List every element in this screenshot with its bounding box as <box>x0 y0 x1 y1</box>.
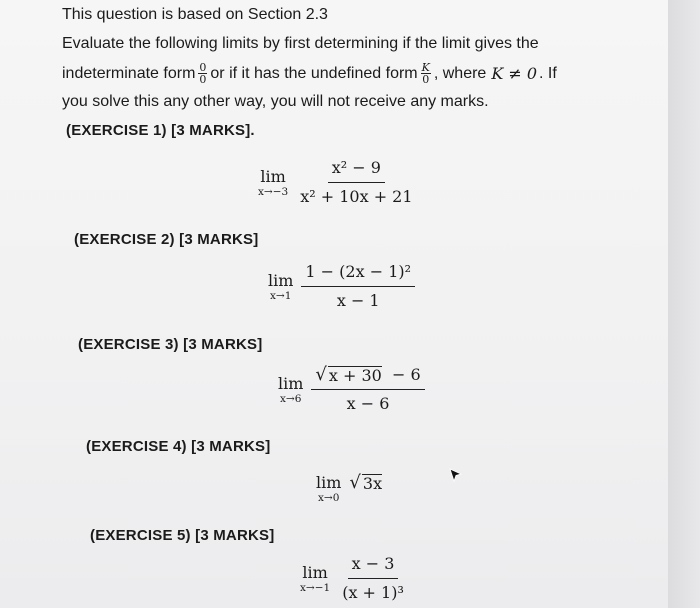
exercise-5-limit <box>300 554 408 603</box>
intro-line-1: This question is based on Section 2.3 <box>62 6 328 23</box>
denominator: (x + 1)³ <box>342 583 404 602</box>
numerator: x − 3 <box>348 554 399 579</box>
intro-line-4: you solve this any other way, you will not receive any marks. <box>62 93 489 110</box>
k-condition: K ≠ 0 <box>491 64 538 83</box>
square-root: √ 3x <box>349 471 383 493</box>
denominator: x − 6 <box>346 394 390 413</box>
exercise-5-label: (EXERCISE 5) [3 MARKS] <box>90 527 275 544</box>
exercise-4-limit <box>316 471 383 504</box>
intro-line-3-a: indeterminate form <box>62 64 196 82</box>
radical-icon: √ <box>315 364 327 385</box>
exercise-2-limit <box>268 262 415 311</box>
exercise-2-fraction <box>301 262 415 311</box>
k-over-zero-fraction: $\frac{K}{0}$ <box>421 61 430 86</box>
exercise-1-label: (EXERCISE 1) [3 MARKS]. <box>66 122 255 139</box>
intro-line-3-c: , where <box>433 64 487 82</box>
square-root: √ x + 30 <box>315 364 382 385</box>
intro-line-3-b: or if it has the undefined form <box>210 64 418 82</box>
exercise-3-label: (EXERCISE 3) [3 MARKS] <box>78 336 263 353</box>
mouse-cursor-icon <box>449 468 463 484</box>
exercise-5-fraction <box>338 554 408 603</box>
numerator: 1 − (2x − 1)² <box>301 262 415 287</box>
numerator: √ x + 30 − 6 <box>311 365 424 390</box>
zero-over-zero-fraction: $\frac{0}{0}$ <box>199 61 207 86</box>
radical-icon: √ <box>349 471 361 493</box>
intro-line-2: Evaluate the following limits by first determining if the limit gives the <box>62 35 539 52</box>
denominator: x² + 10x + 21 <box>300 187 413 206</box>
exercise-3-fraction <box>311 365 424 414</box>
numerator: x² − 9 <box>328 158 385 183</box>
exercise-3-limit <box>278 365 425 414</box>
exercise-2-label: (EXERCISE 2) [3 MARKS] <box>74 231 259 248</box>
page-edge <box>668 0 700 608</box>
lim-operator: lim x→−3 <box>258 166 289 198</box>
intro-line-3 <box>62 62 557 85</box>
exercise-4-label: (EXERCISE 4) [3 MARKS] <box>86 438 271 455</box>
exercise-1-limit <box>258 158 417 207</box>
denominator: x − 1 <box>336 291 380 310</box>
lim-operator: lim x→0 <box>316 473 342 504</box>
intro-line-3-d: . If <box>539 64 557 82</box>
lim-operator: lim x→1 <box>268 270 294 302</box>
exercise-1-fraction <box>296 158 416 207</box>
lim-operator: lim x→−1 <box>300 562 331 594</box>
lim-operator: lim x→6 <box>278 373 304 405</box>
